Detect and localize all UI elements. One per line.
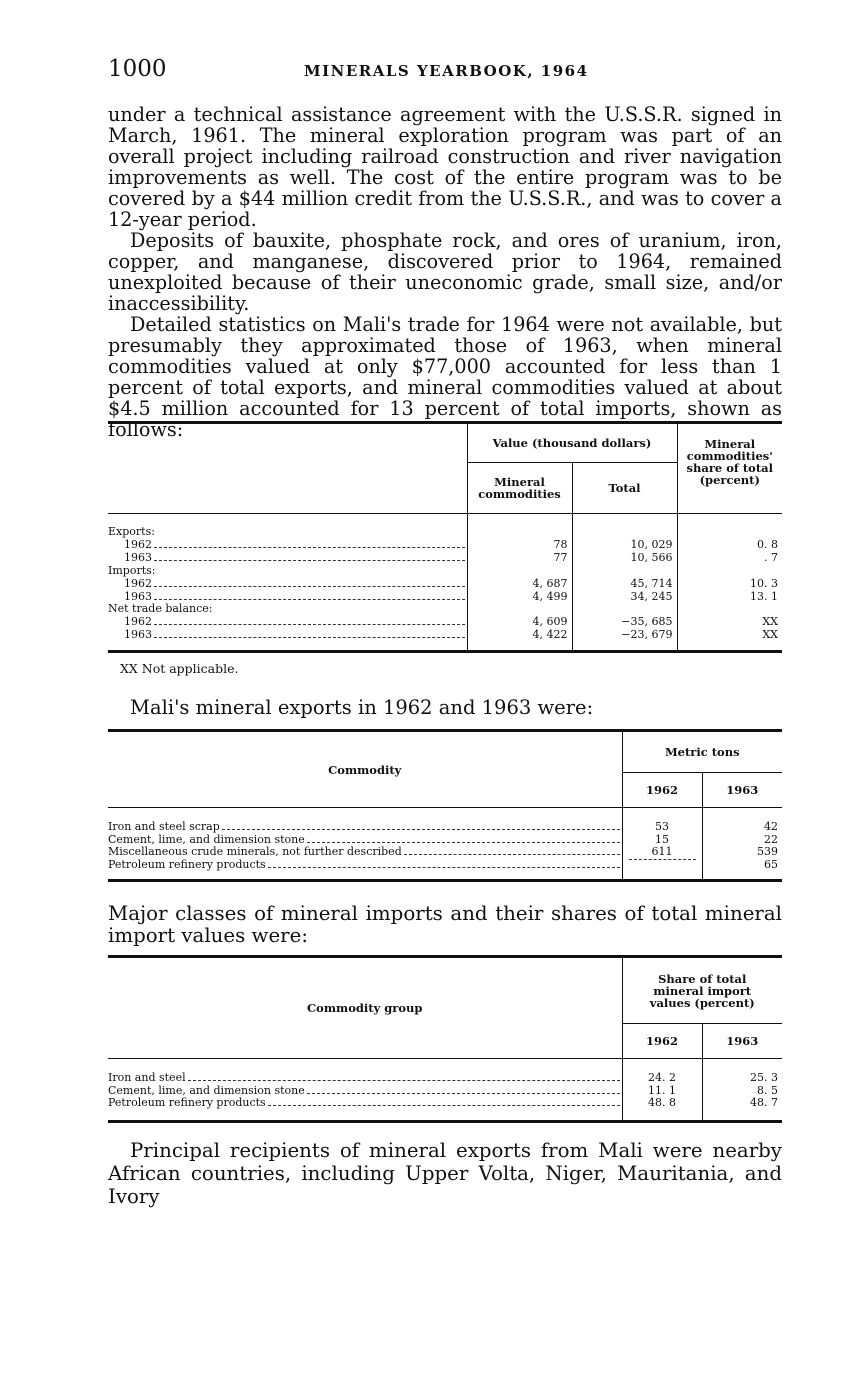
row-label: Iron and steel — [108, 1072, 622, 1085]
cell-1963: 22 — [764, 832, 778, 846]
group-header: Value (thousand dollars) — [467, 423, 677, 463]
cell-mineral: 4, 499 — [532, 589, 568, 603]
cell-share: 13. 1 — [750, 589, 778, 603]
row-label: Imports: — [108, 563, 156, 577]
cell-share: . 7 — [764, 550, 778, 564]
cell-mineral: 4, 422 — [532, 628, 568, 642]
col-share-header: Mineral commodities' share of total (percent) — [677, 423, 782, 514]
imports-table — [108, 955, 782, 1123]
cell-share: XX — [762, 628, 778, 642]
cell-total: 10, 566 — [630, 550, 673, 564]
col-group-header: Commodity group — [108, 957, 622, 1059]
imports-intro: Major classes of mineral imports and their shares of total mineral import values were: — [108, 902, 782, 947]
cell-1962: 53 — [655, 820, 669, 833]
col-mineral-header: Mineral commodities — [467, 463, 572, 514]
paragraph: Deposits of bauxite, phosphate rock, and ores of uranium, iron, copper, and manganese, discovered prior to 1964, remained unexploited because of their uneconomic grade, small size, and/or inaccessibility. — [108, 229, 782, 315]
page-header — [108, 54, 782, 84]
cell-mineral: 77 — [553, 550, 568, 564]
row-label: 1962 — [108, 539, 467, 552]
cell-1963: 48. 7 — [750, 1096, 778, 1109]
cell-mineral: 4, 687 — [532, 576, 568, 590]
cell-1963: 539 — [757, 845, 778, 858]
row-label: 1962 — [108, 616, 467, 629]
paragraph: under a technical assistance agreement with the U.S.S.R. signed in March, 1961. The mineral exploration program was part of an overall project including railroad construction and river navigation improvements as well. The cost of the entire program was to be covered by a $44 million credit from the U.S.S.R., and was to cover a 12-year period. — [108, 103, 782, 231]
row-label: 1963 — [108, 629, 467, 642]
cell-1963: 25. 3 — [750, 1071, 778, 1084]
exports-intro: Mali's mineral exports in 1962 and 1963 were: — [130, 696, 594, 719]
cell-total: −23, 679 — [621, 628, 673, 642]
footnote: XX Not applicable. — [120, 661, 239, 677]
running-title: MINERALS YEARBOOK, 1964 — [304, 62, 589, 80]
row-label: 1963 — [108, 552, 467, 565]
cell-1963: 65 — [764, 857, 778, 871]
stub-header — [108, 423, 467, 514]
row-label: Cement, lime, and dimension stone — [108, 1085, 622, 1098]
cell-1963: 8. 5 — [757, 1083, 778, 1097]
col-commodity-header: Commodity — [108, 731, 622, 808]
cell-share: XX — [762, 615, 778, 629]
row-label: Miscellaneous crude minerals, not further described — [108, 846, 622, 859]
col-year-header: 1962 — [622, 1024, 702, 1059]
group-header: Metric tons — [622, 731, 782, 773]
row-label: 1962 — [108, 578, 467, 591]
closing-paragraph: Principal recipients of mineral exports from Mali were nearby African countries, including Upper Volta, Niger, Mauritania, and Ivory — [108, 1139, 782, 1208]
cell-total: 10, 029 — [630, 537, 673, 551]
cell-1962: 611 — [651, 845, 673, 858]
cell-1962: 24. 2 — [648, 1071, 676, 1084]
cell-mineral: 4, 609 — [532, 615, 568, 629]
row-label: Exports: — [108, 525, 155, 538]
cell-total: 45, 714 — [630, 576, 673, 590]
row-label: Iron and steel scrap — [108, 821, 622, 834]
row-label: Petroleum refinery products — [108, 859, 622, 872]
col-year-header: 1963 — [702, 1024, 782, 1059]
row-label: 1963 — [108, 591, 467, 604]
row-label: Net trade balance: — [108, 602, 213, 616]
col-year-header: 1963 — [702, 773, 782, 808]
trade-table-body — [108, 514, 782, 652]
cell-total: −35, 685 — [621, 615, 673, 629]
cell-total: 34, 245 — [630, 589, 673, 603]
cell-share: 0. 8 — [757, 537, 778, 551]
exports-table — [108, 729, 782, 882]
page-number: 1000 — [108, 56, 167, 82]
cell-share: 10. 3 — [750, 576, 778, 590]
cell-1962: 15 — [655, 832, 669, 846]
col-year-header: 1962 — [622, 773, 702, 808]
col-total-header: Total — [572, 463, 677, 514]
trade-table — [108, 421, 782, 653]
row-label: Petroleum refinery products — [108, 1097, 622, 1110]
cell-mineral: 78 — [553, 537, 568, 551]
group-header: Share of total mineral import values (percent) — [622, 957, 782, 1024]
cell-1962: 11. 1 — [648, 1083, 676, 1097]
row-label: Cement, lime, and dimension stone — [108, 834, 622, 847]
paragraph: Detailed statistics on Mali's trade for 1964 were not available, but presumably they approximated those of 1963, when mineral commodities valued at only $77,000 accounted for less than 1 percent of total exports, and mineral commodities valued at about $4.5 million accounted for 13 percent of total imports, shown as follows: — [108, 313, 782, 441]
cell-1962: 48. 8 — [648, 1096, 676, 1109]
cell-1963: 42 — [764, 820, 778, 833]
